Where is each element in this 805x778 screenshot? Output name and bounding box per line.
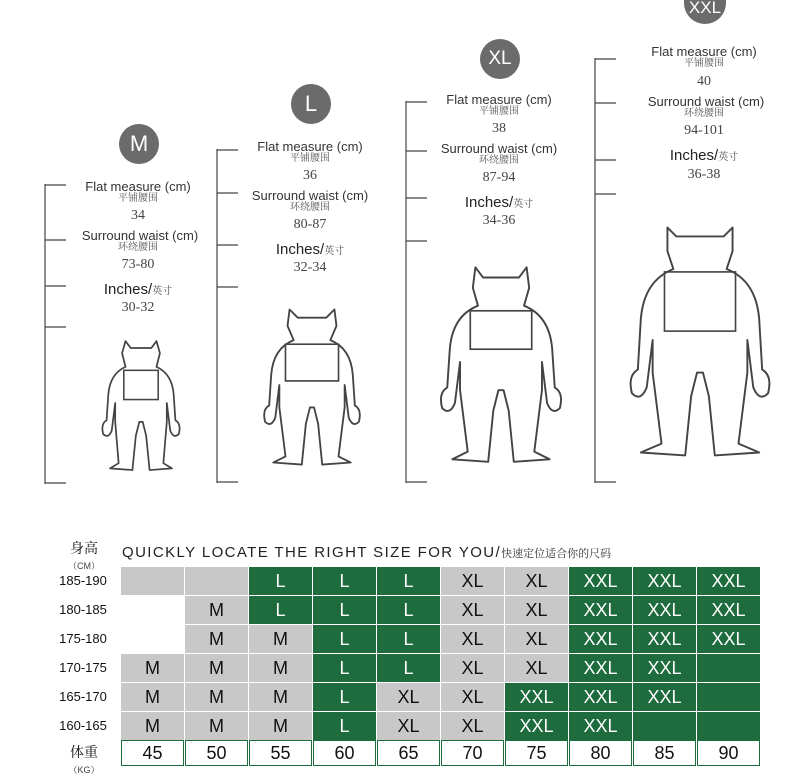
- height-label-cn: 身高: [70, 541, 98, 557]
- size-cell: XL: [441, 567, 504, 595]
- flat-measure-label: Flat measure (cm): [651, 44, 757, 59]
- size-cell: [185, 567, 248, 595]
- weight-cell: 80: [569, 740, 632, 766]
- surround-waist-cn: 环绕腰围: [479, 155, 519, 166]
- figure-xxl: [626, 196, 774, 484]
- inches-label: Inches/英寸: [103, 281, 173, 298]
- flat-measure-label: Flat measure (cm): [446, 92, 552, 107]
- weight-cell: 75: [505, 740, 568, 766]
- size-cell: M: [249, 654, 312, 682]
- table-title-cn: 快速定位适合你的尺码: [501, 547, 612, 560]
- size-cell: [633, 712, 696, 740]
- size-cell: [121, 567, 184, 595]
- surround-waist-label: Surround waist (cm): [647, 94, 765, 109]
- flat-measure-label: Flat measure (cm): [257, 139, 363, 154]
- table-title-en: QUICKLY LOCATE THE RIGHT SIZE FOR YOU/: [122, 544, 502, 561]
- height-row-label: 175-180: [59, 631, 107, 646]
- table-row: [121, 596, 761, 624]
- figure-l: [261, 287, 363, 483]
- flat-measure-value: 40: [697, 74, 711, 89]
- ruler-xl: [405, 101, 429, 483]
- size-cell: XL: [441, 654, 504, 682]
- size-cell: XXL: [569, 654, 632, 682]
- size-cell: XXL: [569, 625, 632, 653]
- size-cell: M: [121, 683, 184, 711]
- size-cell: XXL: [633, 654, 696, 682]
- size-cell: L: [377, 596, 440, 624]
- size-cell: M: [185, 625, 248, 653]
- surround-waist-value: 73-80: [121, 257, 155, 272]
- surround-waist-cn: 环绕腰围: [684, 108, 724, 119]
- size-cell: XXL: [633, 567, 696, 595]
- surround-waist-value: 80-87: [293, 217, 327, 232]
- surround-waist-cn: 环绕腰围: [118, 242, 158, 253]
- size-cell: M: [121, 654, 184, 682]
- inches-value: 32-34: [293, 260, 327, 275]
- size-cell: L: [377, 654, 440, 682]
- size-cell: XL: [377, 712, 440, 740]
- weight-cell: 70: [441, 740, 504, 766]
- height-row-label: 160-165: [59, 718, 107, 733]
- surround-waist-value: 94-101: [684, 123, 724, 138]
- size-cell: XXL: [505, 683, 568, 711]
- table-title: [122, 544, 611, 562]
- size-cell: L: [377, 567, 440, 595]
- size-cell: L: [313, 596, 376, 624]
- size-cell: XL: [505, 596, 568, 624]
- size-cell: M: [249, 683, 312, 711]
- size-cell: XXL: [697, 567, 760, 595]
- height-label: [62, 538, 106, 572]
- size-cell: [697, 712, 760, 740]
- table-row: [121, 625, 761, 653]
- weight-cell: 60: [313, 740, 376, 766]
- size-cell: M: [249, 712, 312, 740]
- size-cell: [121, 596, 184, 624]
- table-row: [121, 683, 761, 711]
- size-cell: [697, 683, 760, 711]
- weight-row: [121, 740, 761, 766]
- size-cell: L: [377, 625, 440, 653]
- size-cell: L: [313, 654, 376, 682]
- flat-measure-cn: 平铺腰围: [290, 153, 330, 164]
- weight-cell: 65: [377, 740, 440, 766]
- size-cell: XL: [505, 654, 568, 682]
- surround-waist-label: Surround waist (cm): [251, 188, 369, 203]
- weight-cell: 45: [121, 740, 184, 766]
- size-cell: [697, 654, 760, 682]
- height-label-unit: （CM）: [68, 561, 100, 571]
- inches-label: Inches/英寸: [669, 147, 739, 164]
- size-cell: XL: [441, 683, 504, 711]
- size-badge-l: L: [291, 84, 331, 124]
- weight-cell: 55: [249, 740, 312, 766]
- table-row: [121, 712, 761, 740]
- inches-value: 30-32: [121, 300, 155, 315]
- table-row: [121, 567, 761, 595]
- size-cell: XXL: [505, 712, 568, 740]
- size-cell: L: [249, 567, 312, 595]
- size-cell: XL: [441, 625, 504, 653]
- surround-waist-label: Surround waist (cm): [81, 228, 199, 243]
- size-cell: XL: [377, 683, 440, 711]
- size-cell: XXL: [697, 625, 760, 653]
- size-cell: L: [313, 712, 376, 740]
- size-badge-m: M: [119, 124, 159, 164]
- flat-measure-value: 34: [131, 208, 145, 223]
- figure-m: [98, 322, 184, 484]
- size-cell: L: [313, 567, 376, 595]
- size-cell: XXL: [569, 683, 632, 711]
- size-cell: M: [121, 712, 184, 740]
- surround-waist-cn: 环绕腰围: [290, 202, 330, 213]
- ruler-xxl: [594, 58, 618, 483]
- size-cell: XXL: [569, 596, 632, 624]
- surround-waist-label: Surround waist (cm): [440, 141, 558, 156]
- flat-measure-cn: 平铺腰围: [118, 193, 158, 204]
- inches-label: Inches/英寸: [275, 241, 345, 258]
- size-cell: XXL: [633, 683, 696, 711]
- flat-measure-cn: 平铺腰围: [684, 58, 724, 69]
- size-cell: XXL: [697, 596, 760, 624]
- size-cell: M: [185, 654, 248, 682]
- size-cell: XL: [441, 596, 504, 624]
- weight-label-cn: 体重: [70, 745, 98, 761]
- size-cell: XL: [505, 625, 568, 653]
- size-cell: XXL: [569, 567, 632, 595]
- size-cell: L: [249, 596, 312, 624]
- table-row: [121, 654, 761, 682]
- size-cell: XXL: [633, 596, 696, 624]
- inches-value: 34-36: [482, 213, 516, 228]
- size-cell: XL: [505, 567, 568, 595]
- size-cell: XL: [441, 712, 504, 740]
- size-cell: [121, 625, 184, 653]
- surround-waist-value: 87-94: [482, 170, 516, 185]
- size-badge-xxl: XXL: [684, 0, 726, 24]
- size-cell: M: [185, 712, 248, 740]
- flat-measure-label: Flat measure (cm): [85, 179, 191, 194]
- weight-label: [62, 742, 106, 776]
- figure-xl: [437, 240, 565, 484]
- weight-cell: 50: [185, 740, 248, 766]
- height-row-label: 185-190: [59, 573, 107, 588]
- size-cell: M: [185, 596, 248, 624]
- size-cell: L: [313, 625, 376, 653]
- height-row-label: 170-175: [59, 660, 107, 675]
- size-cell: XXL: [569, 712, 632, 740]
- weight-cell: 85: [633, 740, 696, 766]
- inches-label: Inches/英寸: [464, 194, 534, 211]
- size-badge-xl: XL: [480, 39, 520, 79]
- size-cell: XXL: [633, 625, 696, 653]
- flat-measure-value: 36: [303, 168, 317, 183]
- size-cell: M: [249, 625, 312, 653]
- flat-measure-value: 38: [492, 121, 506, 136]
- flat-measure-cn: 平铺腰围: [479, 106, 519, 117]
- size-cell: M: [185, 683, 248, 711]
- weight-label-unit: （KG）: [68, 765, 100, 775]
- size-cell: L: [313, 683, 376, 711]
- height-row-label: 165-170: [59, 689, 107, 704]
- inches-value: 36-38: [687, 167, 721, 182]
- weight-cell: 90: [697, 740, 760, 766]
- height-row-label: 180-185: [59, 602, 107, 617]
